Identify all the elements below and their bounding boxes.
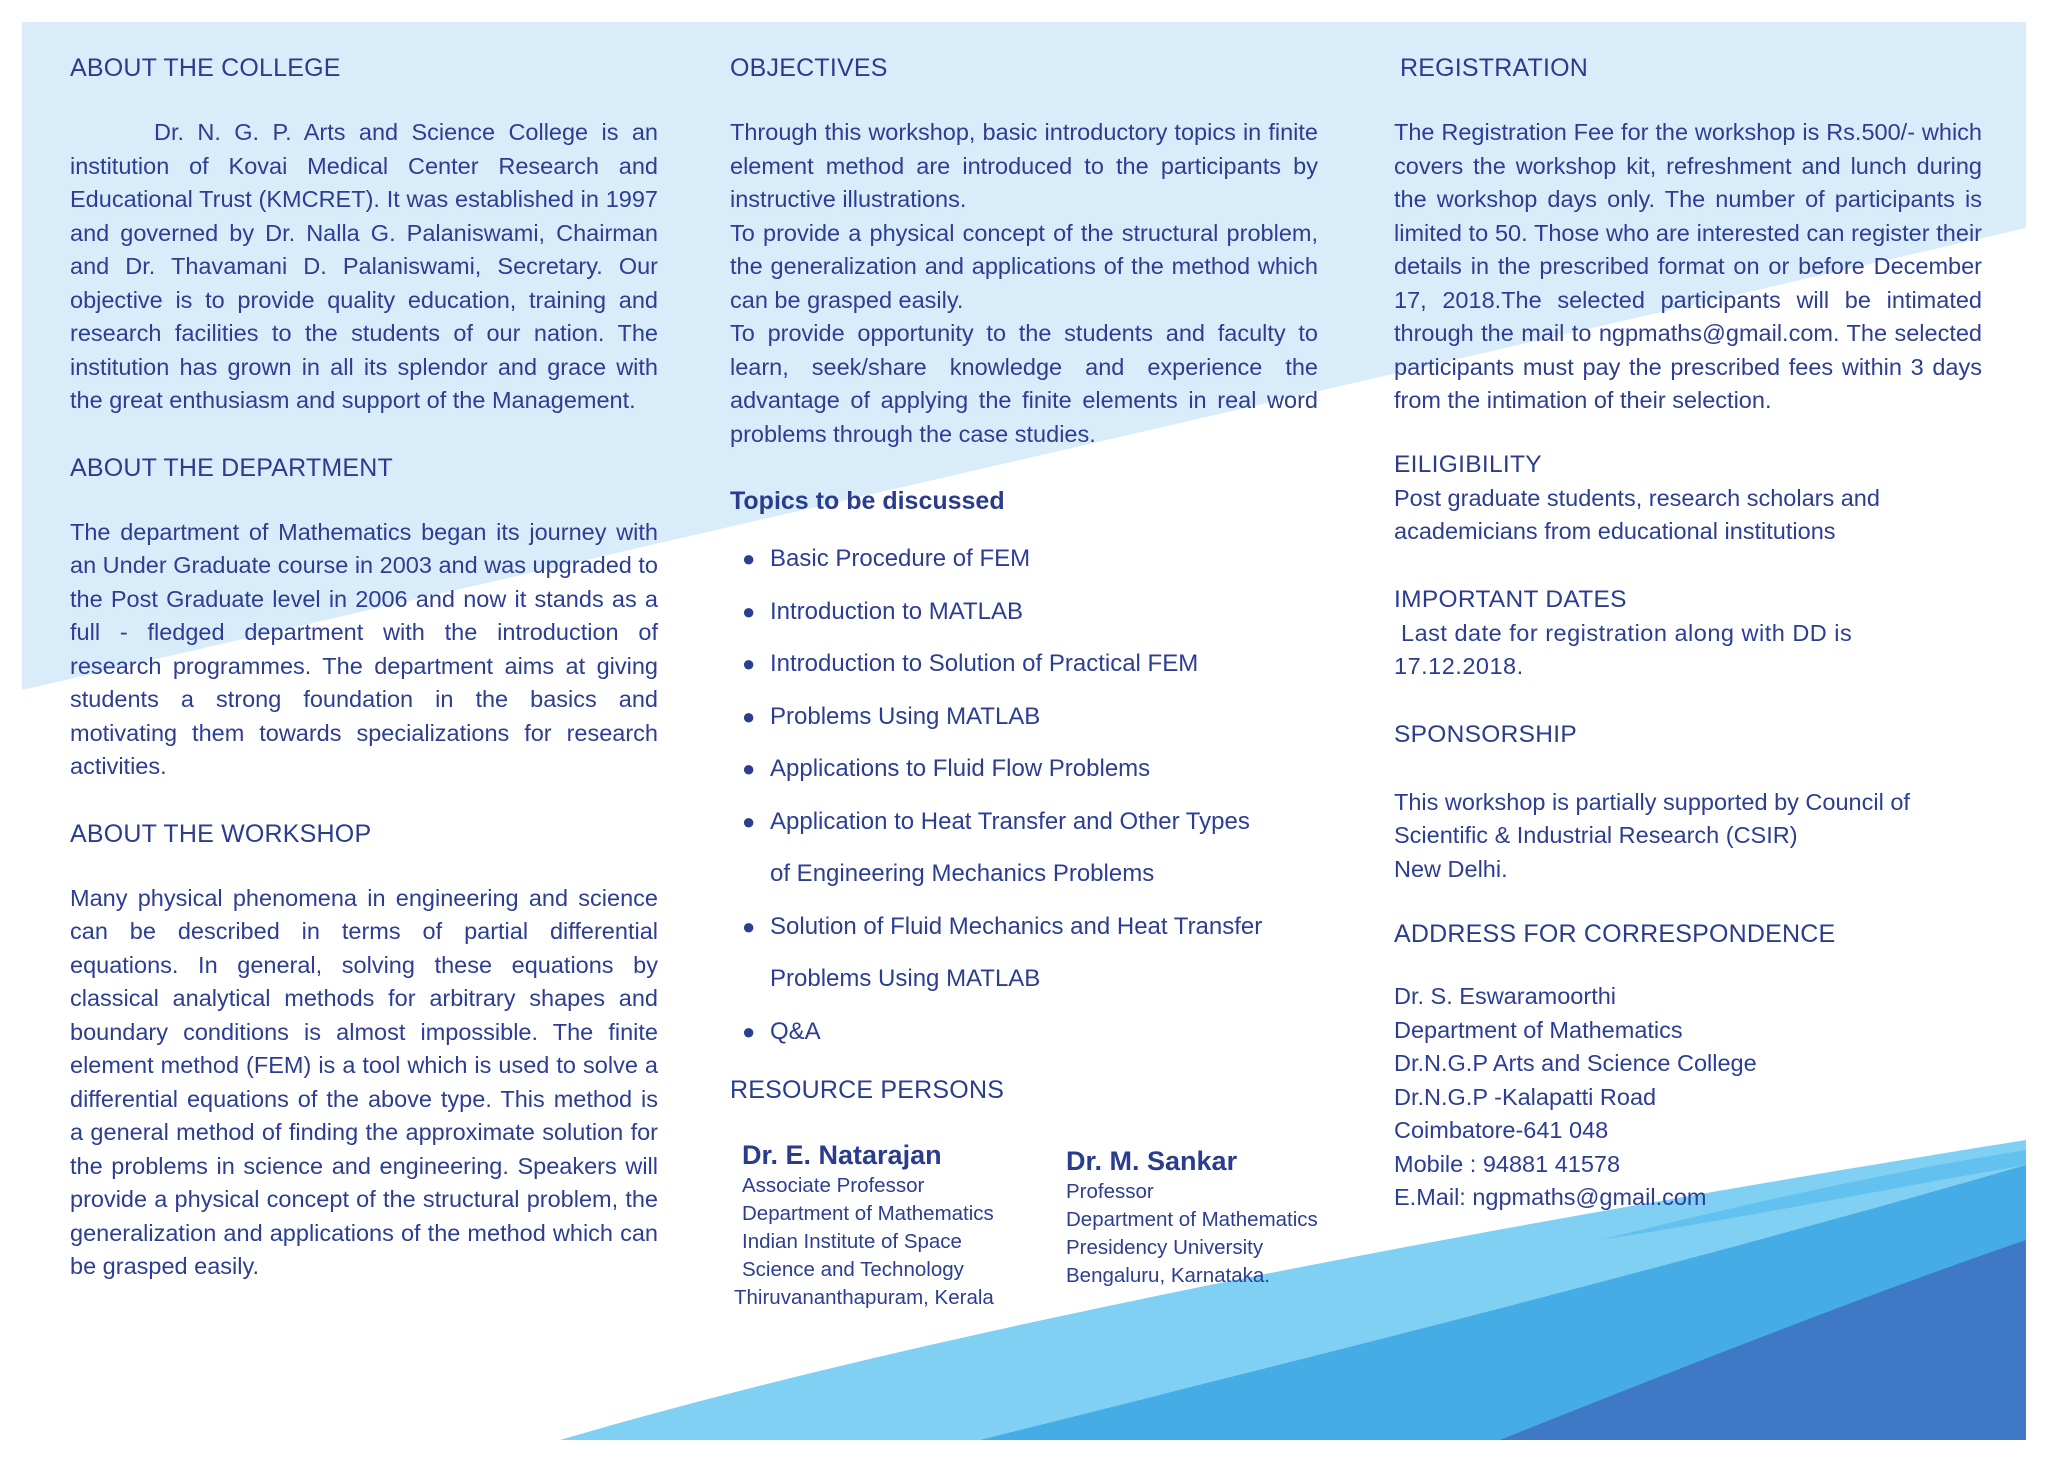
column-middle — [730, 50, 1318, 1338]
address-line: Coimbatore-641 048 — [1394, 1117, 1609, 1143]
bullet-icon: ● — [742, 651, 756, 676]
eligibility-heading: EILIGIBILITY — [1394, 450, 1542, 478]
topic-label: Basic Procedure of FEM — [770, 545, 1031, 572]
about-college-heading: ABOUT THE COLLEGE — [70, 54, 341, 82]
topic-label: Q&A — [770, 1017, 821, 1045]
topic-continuation: of Engineering Mechanics Problems — [770, 860, 1155, 887]
resource-person-2 — [1066, 1144, 1318, 1290]
topic-item — [730, 533, 1318, 586]
address-email: E.Mail: ngpmaths@gmail.com — [1394, 1184, 1707, 1210]
topic-label: Application to Heat Transfer and Other Types — [770, 807, 1250, 835]
address-line: Mobile : 94881 41578 — [1394, 1150, 1621, 1177]
about-department-heading: ABOUT THE DEPARTMENT — [70, 453, 394, 482]
bullet-icon: ● — [742, 808, 756, 834]
resource-person-1 — [734, 1138, 994, 1312]
topic-label: Solution of Fluid Mechanics and Heat Transfer — [770, 912, 1263, 940]
objective-paragraph: Through this workshop, basic introductory topics in finite element method are introduced to the participants by instructive illustrations. — [730, 119, 1318, 212]
important-dates-line: 17.12.2018. — [1394, 653, 1524, 679]
topics-list — [730, 533, 1318, 1058]
topic-item — [730, 796, 1318, 849]
column-left — [70, 50, 658, 1284]
topics-heading: Topics to be discussed — [730, 487, 1005, 515]
topic-label: Applications to Fluid Flow Problems — [770, 755, 1151, 782]
address-line: Dr. S. Eswaramoorthi — [1394, 983, 1617, 1009]
topic-item — [730, 691, 1318, 744]
objective-paragraph: To provide a physical concept of the structural problem, the generalization and applications of the method which can be grasped easily. — [730, 219, 1318, 313]
topic-item — [730, 1006, 1318, 1059]
bullet-icon: ● — [742, 598, 756, 624]
important-dates-line: Last date for registration along with DD is — [1394, 619, 1853, 646]
address-line: Dr.N.G.P -Kalapatti Road — [1394, 1083, 1657, 1110]
address-line: Department of Mathematics — [1394, 1016, 1683, 1043]
about-department-text: The department of Mathematics began its journey with an Under Graduate course in 2003 and was upgraded to the Post Graduate level in 2006 and now it stands as a full - fledged department with the introduction of research programmes. The department aims at giving students a strong foundation in the basics and motivating them towards specializations for research activities. — [70, 518, 658, 779]
registration-heading: REGISTRATION — [1400, 54, 1589, 82]
person-detail: Thiruvananthapuram, Kerala — [734, 1286, 994, 1309]
topic-item — [730, 638, 1318, 691]
sponsorship-line: This workshop is partially supported by Council of — [1394, 788, 1910, 815]
person-detail: Indian Institute of Space — [742, 1230, 962, 1253]
bullet-icon: ● — [742, 1018, 756, 1044]
about-workshop-text: Many physical phenomena in engineering and science can be described in terms of partial differential equations. In general, solving these equations by classical analytical methods for arbitrary shapes and boundary conditions is almost impossible. The finite element method (FEM) is a tool which is used to solve a differential equations of the above type. This method is a general method of finding the approximate solution for the problems in science and engineering. Speakers will provide a physical concept of the structural problem, the generalization and applications of the method which can be grasped easily. — [70, 884, 658, 1279]
person-name: Dr. M. Sankar — [1066, 1146, 1238, 1176]
about-college-text: Dr. N. G. P. Arts and Science College is an institution of Kovai Medical Center Research and Educational Trust (KMCRET). It was established in 1997 and governed by Dr. Nalla G. Palaniswami, Chairman and Dr. Thavamani D. Palaniswami, Secretary. Our objective is to provide quality education, training and research facilities to the students of our nation. The institution has grown in all its splendor and grace with the great enthusiasm and support of the Management. — [70, 119, 658, 413]
resource-persons-heading: RESOURCE PERSONS — [730, 1076, 1005, 1104]
topic-label: Introduction to Solution of Practical FEM — [770, 650, 1199, 677]
column-right — [1394, 50, 1982, 1215]
person-detail: Professor — [1066, 1180, 1154, 1203]
topic-label: Introduction to MATLAB — [770, 597, 1024, 625]
topic-item — [730, 586, 1318, 639]
objective-paragraph: To provide opportunity to the students and faculty to learn, seek/share knowledge and experience the advantage of applying the finite elements in real word problems through the case studies. — [730, 320, 1318, 447]
eligibility-line: Post graduate students, research scholars and — [1394, 484, 1880, 511]
person-name: Dr. E. Natarajan — [742, 1140, 942, 1170]
person-detail: Presidency University — [1066, 1236, 1264, 1259]
bullet-icon: ● — [742, 913, 756, 939]
about-workshop-heading: ABOUT THE WORKSHOP — [70, 819, 372, 848]
person-detail: Department of Mathematics — [742, 1202, 994, 1225]
topic-item — [730, 901, 1318, 954]
eligibility-line: academicians from educational institutions — [1394, 518, 1836, 544]
topic-item — [730, 743, 1318, 796]
person-detail: Department of Mathematics — [1066, 1208, 1318, 1231]
objectives-heading: OBJECTIVES — [730, 54, 888, 82]
person-detail: Associate Professor — [742, 1174, 925, 1197]
bullet-icon: ● — [742, 546, 756, 571]
sponsorship-line: Scientific & Industrial Research (CSIR) — [1394, 822, 1798, 848]
person-detail: Bengaluru, Karnataka. — [1066, 1264, 1270, 1287]
sponsorship-heading: SPONSORSHIP — [1394, 720, 1578, 748]
bullet-icon: ● — [742, 703, 756, 729]
important-dates-heading: IMPORTANT DATES — [1394, 585, 1627, 613]
address-heading: ADDRESS FOR CORRESPONDENCE — [1394, 920, 1836, 948]
topic-label: Problems Using MATLAB — [770, 702, 1041, 730]
address-line: Dr.N.G.P Arts and Science College — [1394, 1050, 1757, 1076]
bullet-icon: ● — [742, 756, 756, 781]
person-detail: Science and Technology — [742, 1258, 964, 1281]
sponsorship-line: New Delhi. — [1394, 855, 1508, 882]
registration-text: The Registration Fee for the workshop is Rs.500/- which covers the workshop kit, refreshment and lunch during the workshop days only. The number of participants is limited to 50. Those who are interested can register their details in the prescribed format on or before December 17, 2018.The selected participants will be intimated through the mail to ngpmaths@gmail.com. The selected participants must pay the prescribed fees within 3 days from the intimation of their selection. — [1394, 119, 1982, 413]
resource-persons — [730, 1138, 1318, 1338]
topic-continuation: Problems Using MATLAB — [770, 965, 1041, 992]
